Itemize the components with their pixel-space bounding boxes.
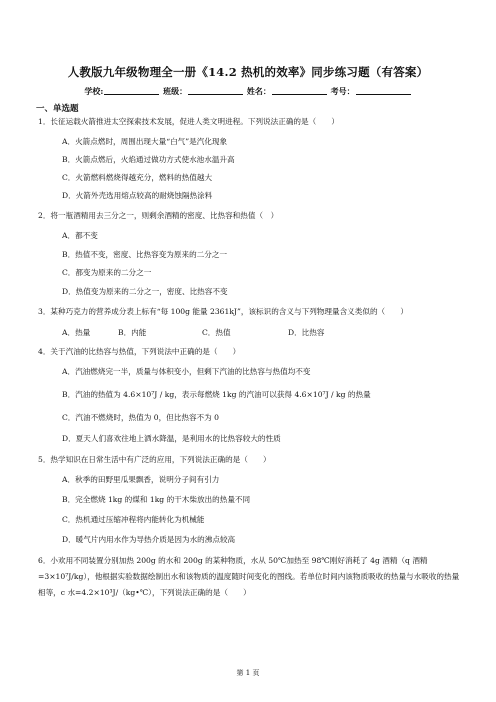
question-2-option-c: C．都变为原来的二分之一: [62, 268, 152, 277]
question-3-option-d: D．比热容: [288, 328, 325, 337]
question-5-option-a: A．秋季的田野里瓜果飘香，说明分子间有引力: [62, 475, 220, 484]
question-1-option-c: C．火箭燃料燃烧得越充分，燃料的热值越大: [62, 173, 213, 182]
name-blank[interactable]: [272, 86, 327, 95]
question-3-option-a: A．热量: [62, 328, 91, 337]
question-4-option-c: C．汽油不燃烧时，热值为 0，但比热容不为 0: [62, 413, 219, 422]
page-number: 第 1 页: [236, 669, 260, 677]
question-1-option-a: A．火箭点燃时，周围出现大量“白气”是汽化现象: [62, 137, 228, 146]
class-blank[interactable]: [188, 86, 243, 95]
school-blank[interactable]: [104, 86, 159, 95]
document-title: 人教版九年级物理全一册《14.2 热机的效率》同步练习题（有答案）: [67, 65, 429, 79]
school-label: 学校:: [84, 86, 104, 96]
question-5-option-b: B．完全燃烧 1kg 的煤和 1kg 的干木柴放出的热量不同: [62, 495, 251, 504]
name-label: 姓名：: [246, 86, 271, 96]
class-label: 班级：: [163, 86, 188, 96]
question-3-option-c: C．热值: [202, 328, 231, 337]
question-4-stem: 4．关于汽油的比热容与热值，下列说法中正确的是（ ）: [38, 347, 241, 356]
question-5-stem: 5．热学知识在日常生活中有广泛的应用，下列说法正确的是（ ）: [38, 455, 271, 464]
question-1-option-d: D．火箭外壳选用熔点较高的耐烧蚀隔热涂料: [62, 191, 213, 200]
question-1-option-b: B．火箭点燃后，火焰通过做功方式使水池水温升高: [62, 155, 235, 164]
question-4-option-d: D．夏天人们喜欢往地上洒水降温，是利用水的比热容较大的性质: [62, 434, 281, 443]
question-2-option-d: D．热值变为原来的二分之一，密度、比热容不变: [62, 287, 228, 296]
question-2-option-a: A．都不变: [62, 231, 98, 240]
student-info-line: [0, 86, 496, 97]
question-3-option-b: B．内能: [118, 328, 147, 337]
question-2-stem: 2．将一瓶酒精用去三分之一，则剩余酒精的密度、比热容和热值（ ）: [38, 211, 279, 220]
question-4-option-a: A．汽油燃烧完一半，质量与体积变小，但剩下汽油的比热容与热值均不变: [62, 367, 311, 376]
question-5-option-c: C．热机通过压缩冲程将内能转化为机械能: [62, 515, 205, 524]
exam-number-blank[interactable]: [356, 86, 411, 95]
question-5-option-d: D．暖气片内用水作为导热介质是因为水的沸点较高: [62, 535, 236, 544]
question-4-option-b: B．汽油的热值为 4.6×10⁷J / kg，表示每燃烧 1kg 的汽油可以获得 4.6×10⁷J / kg 的热量: [62, 390, 371, 399]
section-heading: 一、单选题: [36, 104, 79, 114]
question-3-stem: 3．某种巧克力的营养成分表上标有“每 100g 能量 2361kJ”，该标识的含义与下列物理量含义类似的（ ）: [38, 307, 408, 316]
exam-number-label: 考号：: [330, 86, 355, 96]
question-1-stem: 1．长征运载火箭推进太空探索技术发展，促进人类文明进程。下列说法正确的是（ ）: [38, 117, 339, 126]
question-2-option-b: B．热值不变，密度、比热容变为原来的二分之一: [62, 250, 228, 259]
question-6-stem: 6．小欢用不同装置分别加热 200g 的水和 200g 的某种物质，水从 50℃加热至 98℃刚好消耗了 4g 酒精（q 酒精=3×10⁷J/kg），他根据实验数据绘制出水和该物质的温度随时间变化的图线。若单位时间内该物质吸收的热量与水吸收的热量相等，c 水=4.2×10³J/（kg•℃），下列说法正确的是（ ）: [38, 556, 460, 597]
